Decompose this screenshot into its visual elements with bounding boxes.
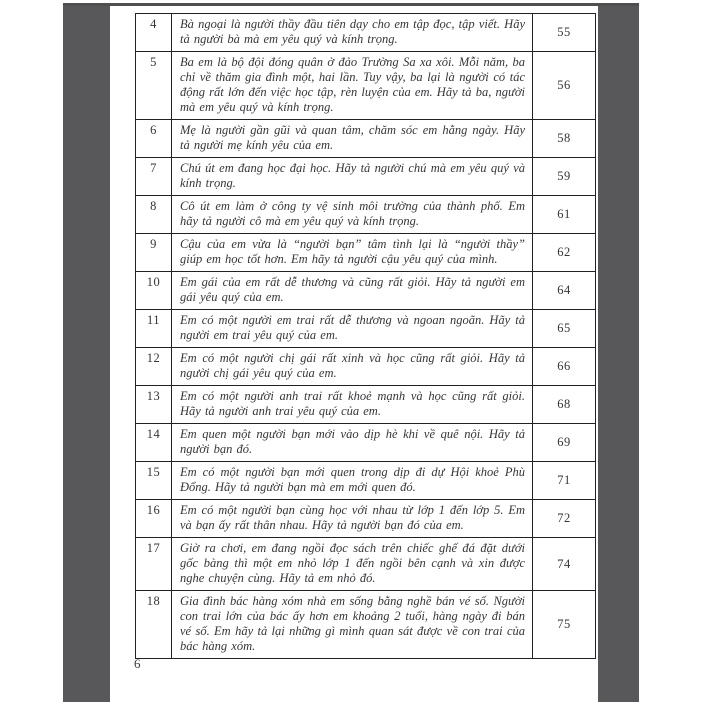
table-row (136, 424, 596, 462)
table-row (136, 234, 596, 272)
table-row (136, 348, 596, 386)
row-topic-cell: Giờ ra chơi, em đang ngồi đọc sách trên chiếc ghế đá đặt dưới gốc bàng thì một em nhỏ lớp 1 đến ngồi bên cạnh và xin được nghe chuyện cùng. Hãy tả em nhỏ đó. (172, 538, 533, 591)
table-row (136, 500, 596, 538)
table-row (136, 196, 596, 234)
table-row (136, 14, 596, 52)
row-topic-cell: Em có một người bạn cùng học với nhau từ lớp 1 đến lớp 5. Em và bạn ấy rất thân nhau. Hãy tả người bạn đó của em. (172, 500, 533, 538)
footer-page-number: 6 (134, 656, 141, 671)
photo-frame-top-edge (63, 3, 639, 6)
row-page-number-cell: 56 (533, 52, 596, 120)
row-number-cell: 9 (136, 234, 172, 272)
row-page-number-cell: 58 (533, 120, 596, 158)
row-topic-cell: Bà ngoại là người thầy đầu tiên dạy cho em tập đọc, tập viết. Hãy tả người bà mà em yêu quý và kính trọng. (172, 14, 533, 52)
row-topic-cell: Em có một người bạn mới quen trong dịp đi dự Hội khoẻ Phù Đổng. Hãy tả người bạn mà em mới quen đó. (172, 462, 533, 500)
row-number-cell: 4 (136, 14, 172, 52)
row-page-number-cell: 66 (533, 348, 596, 386)
row-number-cell: 18 (136, 591, 172, 659)
row-page-number-cell: 69 (533, 424, 596, 462)
toc-table-body (136, 14, 596, 659)
row-number-cell: 15 (136, 462, 172, 500)
row-page-number-cell: 64 (533, 272, 596, 310)
row-topic-cell: Em có một người anh trai rất khoẻ mạnh và học cũng rất giỏi. Hãy tả người anh trai yêu quý của em. (172, 386, 533, 424)
row-page-number-cell: 65 (533, 310, 596, 348)
row-page-number-cell: 55 (533, 14, 596, 52)
row-topic-cell: Gia đình bác hàng xóm nhà em sống bằng nghề bán vé số. Người con trai lớn của bác ấy hơn em khoảng 2 tuổi, hàng ngày đi bán vé số. Em hãy tả lại những gì mình quan sát được về con trai của bác hàng xóm. (172, 591, 533, 659)
table-row (136, 272, 596, 310)
photo-frame-right-bar (598, 3, 639, 702)
table-row (136, 52, 596, 120)
row-page-number-cell: 72 (533, 500, 596, 538)
row-number-cell: 17 (136, 538, 172, 591)
row-number-cell: 5 (136, 52, 172, 120)
row-topic-cell: Em có một người em trai rất dễ thương và ngoan ngoãn. Hãy tả người em trai yêu quý của em. (172, 310, 533, 348)
row-topic-cell: Cô út em làm ở công ty vệ sinh môi trường của thành phố. Em hãy tả người cô mà em yêu quý và kính trọng. (172, 196, 533, 234)
row-page-number-cell: 62 (533, 234, 596, 272)
row-number-cell: 14 (136, 424, 172, 462)
row-number-cell: 8 (136, 196, 172, 234)
table-row (136, 462, 596, 500)
row-topic-cell: Em quen một người bạn mới vào dịp hè khi về quê nội. Hãy tả người bạn đó. (172, 424, 533, 462)
row-number-cell: 10 (136, 272, 172, 310)
row-topic-cell: Ba em là bộ đội đóng quân ở đảo Trường Sa xa xôi. Mỗi năm, ba chỉ về thăm gia đình một, hai lần. Tuy vậy, ba lại là người có tác động rất lớn đến việc học tập, rèn luyện của em. Hãy tả ba, người mà em yêu quý và kính trọng. (172, 52, 533, 120)
row-page-number-cell: 59 (533, 158, 596, 196)
row-topic-cell: Em có một người chị gái rất xinh và học cũng rất giỏi. Hãy tả người chị gái yêu quý của em. (172, 348, 533, 386)
table-of-contents (135, 13, 596, 659)
row-number-cell: 11 (136, 310, 172, 348)
table-row (136, 386, 596, 424)
photo-frame-left-bar (63, 3, 110, 702)
table-row (136, 310, 596, 348)
row-number-cell: 7 (136, 158, 172, 196)
table-row (136, 158, 596, 196)
table-row (136, 538, 596, 591)
table-row (136, 591, 596, 659)
row-topic-cell: Mẹ là người gần gũi và quan tâm, chăm sóc em hằng ngày. Hãy tả người mẹ kính yêu của em. (172, 120, 533, 158)
table-row (136, 120, 596, 158)
row-number-cell: 13 (136, 386, 172, 424)
row-page-number-cell: 68 (533, 386, 596, 424)
row-topic-cell: Cậu của em vừa là “người bạn” tâm tình lại là “người thầy” giúp em học tốt hơn. Em hãy tả người cậu yêu quý của mình. (172, 234, 533, 272)
row-page-number-cell: 75 (533, 591, 596, 659)
row-page-number-cell: 71 (533, 462, 596, 500)
row-page-number-cell: 61 (533, 196, 596, 234)
row-page-number-cell: 74 (533, 538, 596, 591)
row-number-cell: 16 (136, 500, 172, 538)
row-number-cell: 6 (136, 120, 172, 158)
row-number-cell: 12 (136, 348, 172, 386)
row-topic-cell: Em gái của em rất dễ thương và cũng rất giỏi. Hãy tả người em gái yêu quý của em. (172, 272, 533, 310)
row-topic-cell: Chú út em đang học đại học. Hãy tả người chú mà em yêu quý và kính trọng. (172, 158, 533, 196)
